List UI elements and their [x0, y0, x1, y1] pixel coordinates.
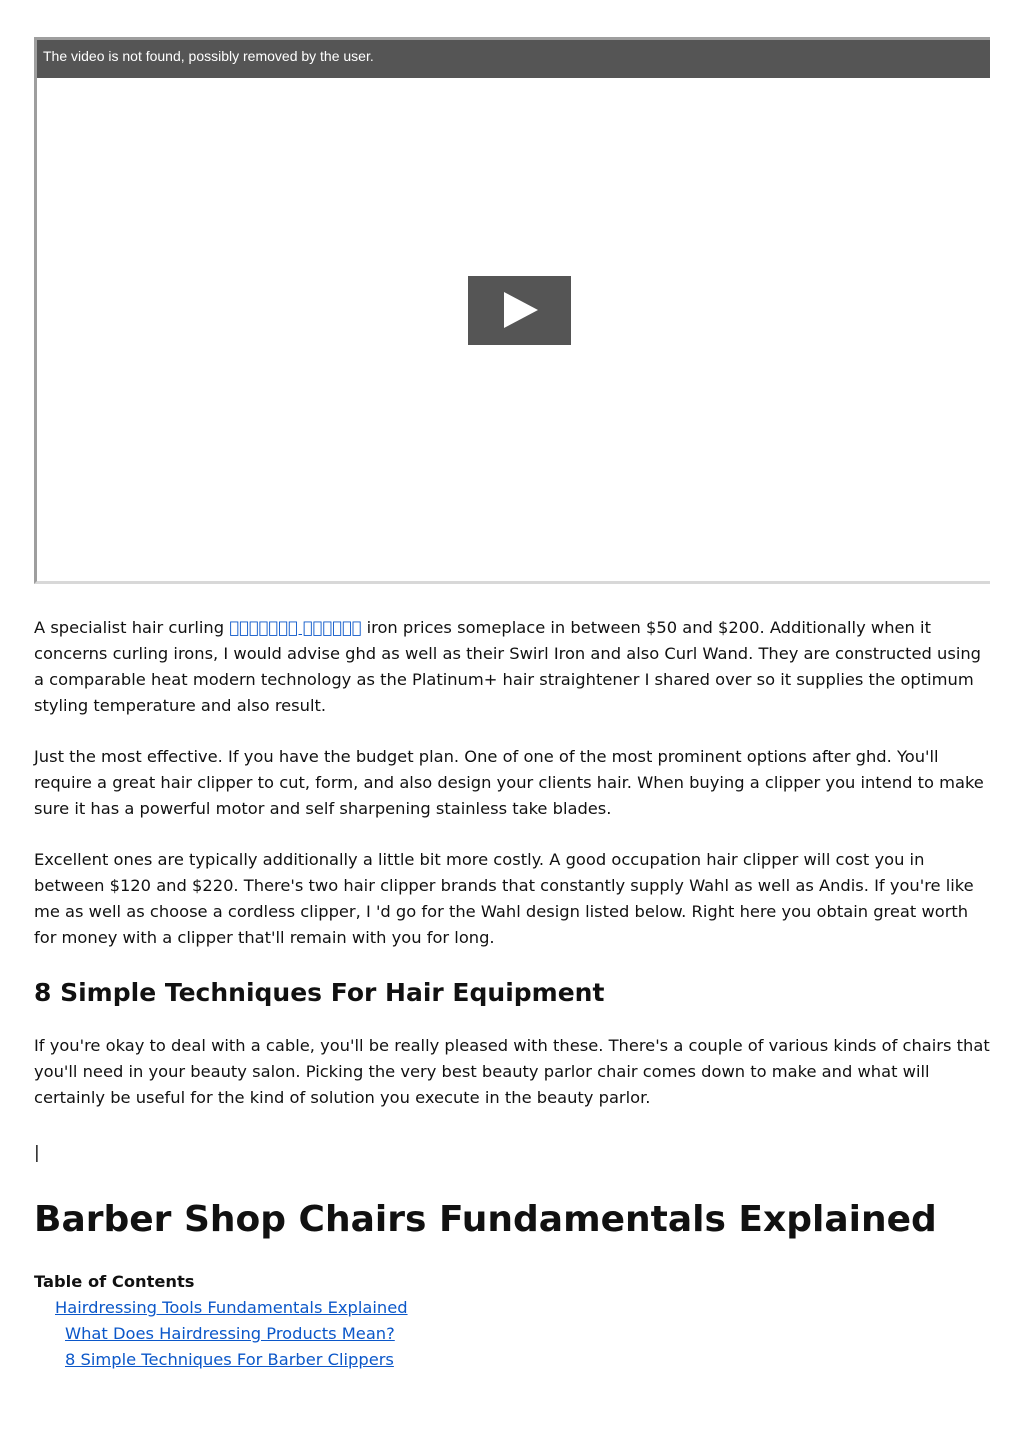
toc-link-barber-clippers[interactable]: 8 Simple Techniques For Barber Clippers — [65, 1350, 394, 1369]
video-error-bar — [37, 40, 990, 78]
section-heading: 8 Simple Techniques For Hair Equipment — [34, 978, 605, 1007]
toc-link-hairdressing-tools[interactable]: Hairdressing Tools Fundamentals Explained — [55, 1298, 408, 1317]
paragraph-text: A specialist hair curling — [34, 618, 230, 637]
inline-link[interactable]:                — [229, 618, 362, 637]
article-content — [34, 615, 994, 1373]
toc-item — [34, 1321, 994, 1347]
paragraph-text: iron prices someplace in between $50 and $200. Additionally when it concerns curling irons, I would advise ghd as well as their Swirl Iron and also Curl Wand. They are constructed using a comparable heat modern technology as the Platinum+ hair straightener I shared over so it supplies the optimum styling temperature and also result. — [34, 618, 981, 715]
toc-item — [34, 1295, 994, 1321]
video-error-message: The video is not found, possibly removed by the user. — [43, 48, 374, 64]
toc-title: Table of Contents — [34, 1272, 195, 1291]
table-of-contents — [34, 1295, 994, 1373]
toc-item — [34, 1347, 994, 1373]
paragraph-clipper: Just the most effective. If you have the budget plan. One of one of the most prominent options after ghd. You'll require a great hair clipper to cut, form, and also design your clients hair. When buying a clipper you intend to make sure it has a powerful motor and self sharpening stainless take blades. — [34, 747, 984, 818]
paragraph-chairs: If you're okay to deal with a cable, you'll be really pleased with these. There's a couple of various kinds of chairs that you'll need in your beauty salon. Picking the very best beauty parlor chair comes down to make and what will certainly be useful for the kind of solution you execute in the beauty parlor. — [34, 1036, 990, 1107]
paragraph-clipper-price: Excellent ones are typically additionally a little bit more costly. A good occupation hair clipper will cost you in between $120 and $220. There's two hair clipper brands that constantly supply Wahl as well as Andis. If you're like me as well as choose a cordless clipper, I 'd go for the Wahl design listed below. Right here you obtain great worth for money with a clipper that'll remain with you for long. — [34, 850, 974, 947]
toc-link-hairdressing-products[interactable]: What Does Hairdressing Products Mean? — [65, 1324, 395, 1343]
play-button[interactable] — [468, 276, 571, 345]
play-icon — [504, 292, 538, 328]
video-player[interactable] — [34, 37, 990, 584]
paragraph-curling-iron — [34, 615, 994, 719]
page-title: Barber Shop Chairs Fundamentals Explained — [34, 1199, 937, 1240]
separator-pipe: | — [34, 1143, 40, 1163]
